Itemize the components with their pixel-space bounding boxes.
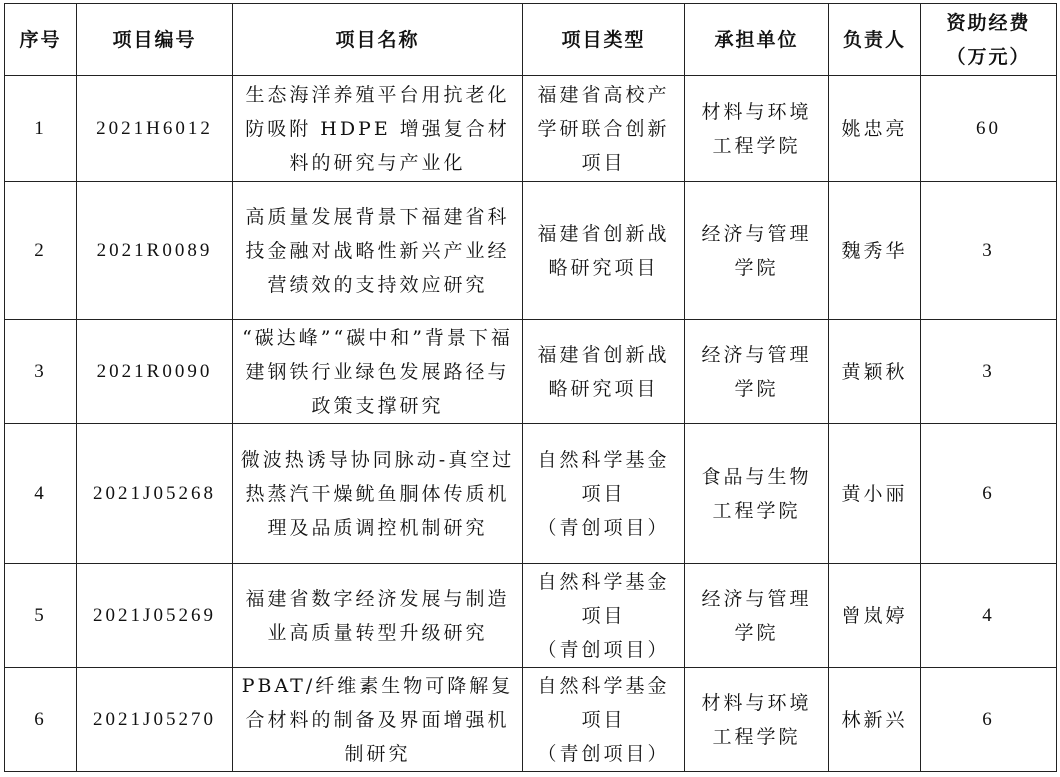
cell-seq: 2	[5, 182, 77, 320]
cell-leader: 黄小丽	[829, 424, 921, 564]
cell-seq: 4	[5, 424, 77, 564]
cell-name: PBAT/纤维素生物可降解复合材料的制备及界面增强机制研究	[233, 668, 523, 772]
cell-leader: 林新兴	[829, 668, 921, 772]
cell-type	[523, 424, 685, 564]
header-type: 项目类型	[523, 4, 685, 76]
cell-unit: 经济与管理学院	[685, 182, 829, 320]
cell-fund: 6	[921, 424, 1057, 564]
cell-name: 生态海洋养殖平台用抗老化防吸附 HDPE 增强复合材料的研究与产业化	[233, 76, 523, 182]
cell-fund: 3	[921, 182, 1057, 320]
header-fund-line1: 资助经费	[946, 11, 1031, 34]
header-row	[5, 4, 1057, 76]
cell-unit: 经济与管理学院	[685, 320, 829, 424]
header-unit: 承担单位	[685, 4, 829, 76]
cell-fund: 3	[921, 320, 1057, 424]
header-name: 项目名称	[233, 4, 523, 76]
cell-code: 2021J05269	[77, 564, 233, 668]
cell-leader: 姚忠亮	[829, 76, 921, 182]
cell-code: 2021R0090	[77, 320, 233, 424]
cell-unit: 材料与环境工程学院	[685, 668, 829, 772]
cell-name: “碳达峰”“碳中和”背景下福建钢铁行业绿色发展路径与政策支撑研究	[233, 320, 523, 424]
table-row	[5, 668, 1057, 772]
cell-type-line2: （青创项目）	[537, 516, 670, 539]
header-leader: 负责人	[829, 4, 921, 76]
cell-seq: 1	[5, 76, 77, 182]
cell-fund: 6	[921, 668, 1057, 772]
cell-name: 高质量发展背景下福建省科技金融对战略性新兴产业经营绩效的支持效应研究	[233, 182, 523, 320]
cell-leader: 曾岚婷	[829, 564, 921, 668]
header-seq: 序号	[5, 4, 77, 76]
cell-seq: 3	[5, 320, 77, 424]
header-fund	[921, 4, 1057, 76]
cell-type	[523, 668, 685, 772]
cell-leader: 黄颖秋	[829, 320, 921, 424]
table-row	[5, 564, 1057, 668]
cell-unit: 材料与环境工程学院	[685, 76, 829, 182]
cell-unit: 食品与生物工程学院	[685, 424, 829, 564]
cell-seq: 6	[5, 668, 77, 772]
projects-table	[4, 3, 1057, 772]
cell-fund: 4	[921, 564, 1057, 668]
cell-unit: 经济与管理学院	[685, 564, 829, 668]
cell-type: 福建省创新战略研究项目	[523, 320, 685, 424]
cell-type-line1: 自然科学基金项目	[537, 448, 670, 505]
cell-type: 福建省高校产学研联合创新项目	[523, 76, 685, 182]
cell-type: 福建省创新战略研究项目	[523, 182, 685, 320]
table-row	[5, 424, 1057, 564]
cell-type-line1: 自然科学基金项目	[537, 674, 670, 731]
cell-type-line2: （青创项目）	[537, 638, 670, 661]
cell-name: 微波热诱导协同脉动-真空过热蒸汽干燥鱿鱼胴体传质机理及品质调控机制研究	[233, 424, 523, 564]
cell-seq: 5	[5, 564, 77, 668]
table-row	[5, 76, 1057, 182]
cell-code: 2021R0089	[77, 182, 233, 320]
cell-type-line2: （青创项目）	[537, 742, 670, 765]
header-code: 项目编号	[77, 4, 233, 76]
cell-code: 2021J05268	[77, 424, 233, 564]
cell-type-line1: 自然科学基金项目	[537, 570, 670, 627]
table-row	[5, 182, 1057, 320]
cell-code: 2021J05270	[77, 668, 233, 772]
cell-fund: 60	[921, 76, 1057, 182]
cell-code: 2021H6012	[77, 76, 233, 182]
cell-leader: 魏秀华	[829, 182, 921, 320]
header-fund-line2: （万元）	[946, 45, 1031, 68]
cell-type	[523, 564, 685, 668]
cell-name: 福建省数字经济发展与制造业高质量转型升级研究	[233, 564, 523, 668]
table-row	[5, 320, 1057, 424]
